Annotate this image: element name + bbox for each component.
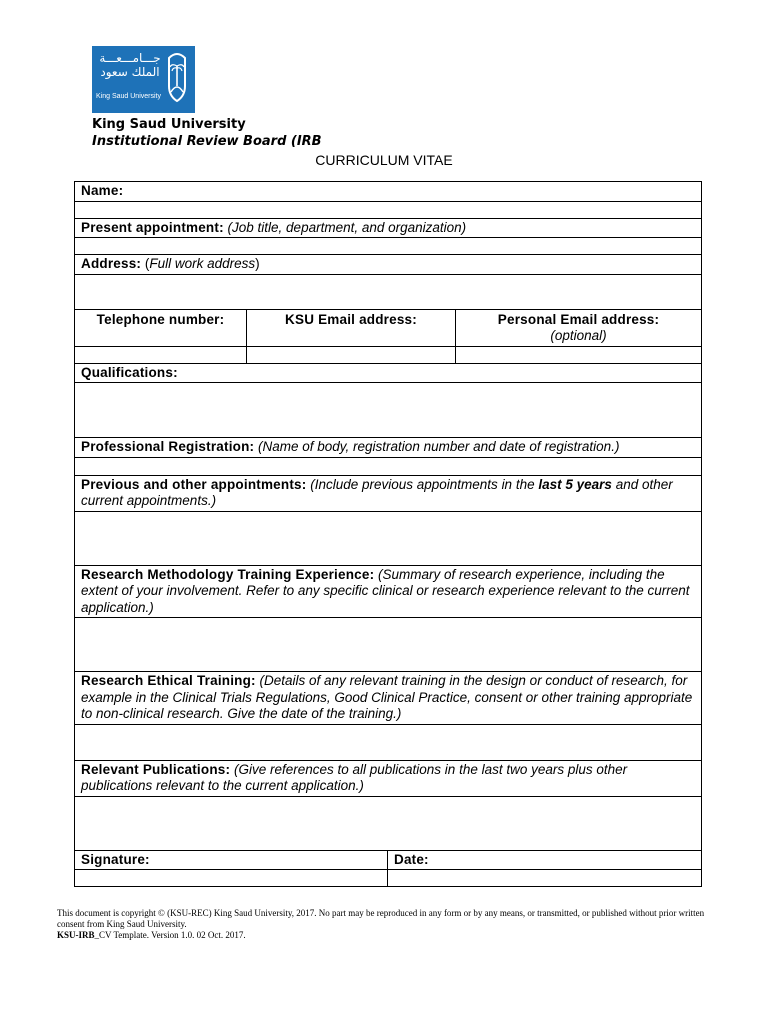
ethical-training-hint: (Details of any relevant training in the design or conduct of research, for example in the Clinical Trials Regulations, Good Clinical Practice, consent or other training appropriate to non-clinical research. Give the date of the training.) <box>81 673 693 721</box>
ethical-training-label: Research Ethical Training: <box>81 673 256 688</box>
footer <box>57 908 727 941</box>
signature-field[interactable] <box>75 870 388 887</box>
address-label-cell: Address: (Full work address) <box>75 255 702 275</box>
ethical-training-label-cell <box>75 672 702 725</box>
template-info: _CV Template. Version 1.0. 02 Oct. 2017. <box>94 930 246 940</box>
date-field[interactable] <box>388 870 702 887</box>
qualifications-field[interactable] <box>75 383 702 438</box>
palm-swords-emblem-icon <box>164 52 190 106</box>
page-title: CURRICULUM VITAE <box>315 152 453 168</box>
ksu-email-label-cell <box>247 309 456 346</box>
telephone-field[interactable] <box>75 346 247 363</box>
telephone-label: Telephone number: <box>96 311 225 327</box>
previous-appointments-hint-bold: last 5 years <box>538 476 612 492</box>
present-appointment-label: Present appointment: <box>81 219 224 235</box>
logo-arabic-line1: جـــامـــعـــة <box>99 51 161 65</box>
address-hint: Full work address <box>149 256 256 271</box>
logo-english-text: King Saud University <box>96 93 161 100</box>
ethical-training-field[interactable] <box>75 724 702 760</box>
registration-label-cell <box>75 438 702 458</box>
signature-label-cell <box>75 850 388 870</box>
publications-label: Relevant Publications: <box>81 761 231 777</box>
previous-appointments-hint-b: and other current appointments.) <box>81 476 673 508</box>
address-field[interactable] <box>75 274 702 309</box>
personal-email-note: (optional) <box>550 328 607 343</box>
logo-arabic-line2: الملك سعود <box>100 65 160 79</box>
previous-appointments-field[interactable] <box>75 511 702 565</box>
registration-field[interactable] <box>75 457 702 475</box>
logo-arabic-text <box>96 51 164 79</box>
template-code: KSU-IRB <box>57 930 95 940</box>
research-methodology-label: Research Methodology Training Experience: <box>81 566 375 582</box>
name-label-cell <box>75 182 702 202</box>
publications-hint: (Give references to all publications in the last two years plus other publications relevant to the current application.) <box>81 761 628 793</box>
org-name: King Saud University <box>92 117 246 132</box>
previous-appointments-label-cell <box>75 475 702 511</box>
signature-label: Signature: <box>81 851 150 867</box>
present-appointment-label-cell <box>75 218 702 238</box>
research-methodology-label-cell <box>75 565 702 618</box>
qualifications-label-cell <box>75 363 702 383</box>
registration-hint: (Name of body, registration number and date of registration.) <box>258 439 620 454</box>
name-field[interactable] <box>75 201 702 218</box>
personal-email-label-cell <box>456 309 702 346</box>
template-version <box>57 930 727 941</box>
ksu-email-label: KSU Email address: <box>285 311 417 327</box>
present-appointment-hint: (Job title, department, and organization) <box>227 219 467 235</box>
date-label: Date: <box>394 851 429 867</box>
personal-email-label: Personal Email address: <box>497 311 660 327</box>
personal-email-field[interactable] <box>456 346 702 363</box>
research-methodology-field[interactable] <box>75 618 702 672</box>
qualifications-label: Qualifications: <box>81 364 178 380</box>
cv-form <box>74 181 702 887</box>
address-label: Address: <box>81 256 142 271</box>
ksu-email-field[interactable] <box>247 346 456 363</box>
org-board: Institutional Review Board (IRB <box>92 134 322 149</box>
name-label: Name: <box>81 183 124 198</box>
previous-appointments-hint-a: (Include previous appointments in the <box>310 476 535 492</box>
publications-label-cell <box>75 760 702 796</box>
date-label-cell <box>388 850 702 870</box>
copyright-notice: This document is copyright © (KSU-REC) King Saud University, 2017. No part may be reproduced in any form or by any means, or transmitted, or published without prior written consent from King Saud University. <box>57 908 705 929</box>
research-methodology-hint: (Summary of research experience, including the extent of your involvement. Refer to any specific clinical or research experience relevant to the current application.) <box>81 566 690 615</box>
ksu-logo <box>92 46 195 113</box>
telephone-label-cell <box>75 309 247 346</box>
present-appointment-field[interactable] <box>75 238 702 255</box>
publications-field[interactable] <box>75 796 702 850</box>
previous-appointments-label: Previous and other appointments: <box>81 476 307 492</box>
registration-label: Professional Registration: <box>81 439 255 454</box>
